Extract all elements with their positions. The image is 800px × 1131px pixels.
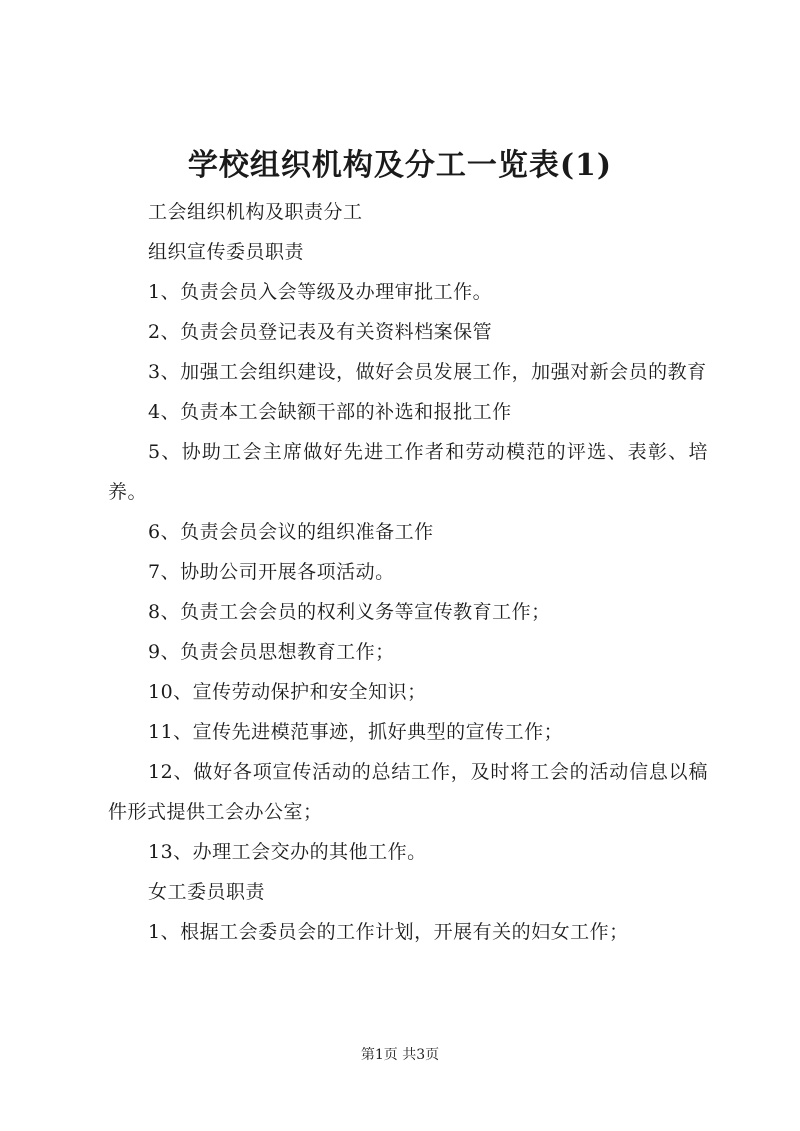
paragraph-item: 3、加强工会组织建设，做好会员发展工作，加强对新会员的教育 xyxy=(148,361,707,383)
paragraph-item: 5、协助工会主席做好先进工作者和劳动模范的评选、表彰、培养。 xyxy=(108,441,708,503)
paragraph-item: 8、负责工会会员的权利义务等宣传教育工作； xyxy=(148,601,551,623)
paragraph-item: 1、负责会员入会等级及办理审批工作。 xyxy=(148,281,493,303)
paragraph-item: 13、办理工会交办的其他工作。 xyxy=(148,841,427,863)
paragraph-subheading: 女工委员职责 xyxy=(148,881,266,903)
paragraph-item: 2、负责会员登记表及有关资料档案保管 xyxy=(148,321,493,343)
paragraph-item: 10、宣传劳动保护和安全知识； xyxy=(148,681,427,703)
paragraph-item: 11、宣传先进模范事迹，抓好典型的宣传工作； xyxy=(148,721,564,743)
paragraph-item: 6、负责会员会议的组织准备工作 xyxy=(148,521,434,543)
paragraph-item: 1、根据工会委员会的工作计划，开展有关的妇女工作； xyxy=(148,921,629,943)
document-body xyxy=(108,192,708,952)
paragraph-section-heading: 工会组织机构及职责分工 xyxy=(148,201,363,223)
paragraph-item: 9、负责会员思想教育工作； xyxy=(148,641,395,663)
paragraph-item: 12、做好各项宣传活动的总结工作，及时将工会的活动信息以稿件形式提供工会办公室； xyxy=(108,761,708,823)
paragraph-subheading: 组织宣传委员职责 xyxy=(148,241,305,263)
document-title: 学校组织机构及分工一览表(1) xyxy=(187,148,613,183)
page-number-footer: 第1页 共3页 xyxy=(360,1047,440,1063)
paragraph-item: 7、协助公司开展各项活动。 xyxy=(148,561,395,583)
paragraph-item: 4、负责本工会缺额干部的补选和报批工作 xyxy=(148,401,512,423)
